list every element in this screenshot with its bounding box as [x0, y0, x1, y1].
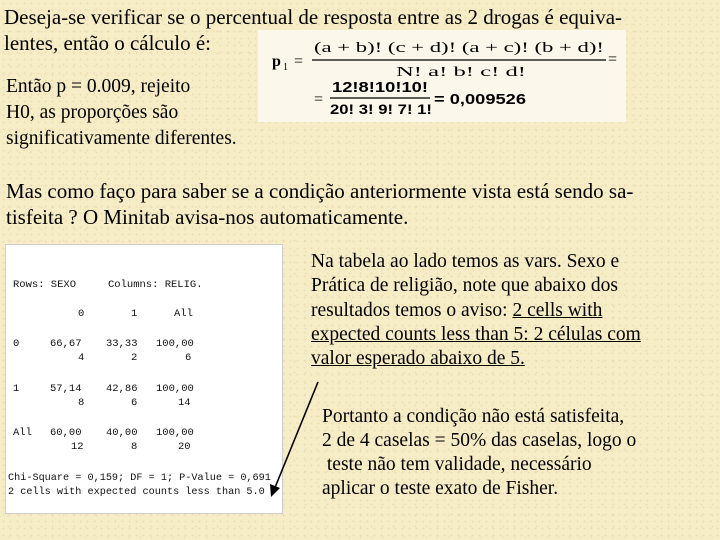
minitab-cell-count: 20 [178, 441, 191, 453]
intro-line-1: Deseja-se verificar se o percentual de resposta entre as 2 drogas é equiva- [4, 5, 623, 29]
conclude-line-4: aplicar o teste exato de Fisher. [322, 478, 559, 499]
minitab-header-1: 1 [131, 308, 138, 320]
explain-warning-quote: 2 cells with [512, 299, 603, 321]
minitab-cell-pct: 100,00 [156, 383, 194, 395]
formula-numerator: (a + b)! (c + d)! (a + c)! (b + d)! [314, 40, 604, 56]
explain-line-3-plain: resultados temos o aviso: [311, 299, 513, 321]
minitab-rows-label: Rows: SEXO [13, 279, 77, 291]
minitab-header-all: All [174, 308, 193, 320]
explanation-text [311, 250, 641, 371]
minitab-cell-pct: 33,33 [106, 338, 138, 350]
minitab-cell-count: 8 [78, 397, 85, 409]
minitab-warning-line: 2 cells with expected counts less than 5.0 [8, 487, 265, 498]
explain-line-5: valor esperado abaixo de 5. [311, 348, 525, 370]
conclusion-line-1: Então p = 0.009, rejeito [6, 76, 191, 97]
conclude-line-2: 2 de 4 caselas = 50% das caselas, logo o [322, 430, 637, 451]
minitab-cell-pct: 42,86 [106, 383, 138, 395]
formula-den2: 20! 3! 9! 7! 1! [330, 101, 432, 117]
minitab-row-label: All [13, 427, 32, 439]
formula-trailing-eq: = [608, 51, 618, 68]
minitab-cell-pct: 40,00 [106, 427, 138, 439]
formula-svg [258, 30, 626, 122]
formula-eq-2: = [314, 91, 324, 108]
minitab-columns-label: Columns: RELIG. [108, 279, 203, 291]
conclusion-line-2: H0, as proporções são [6, 102, 179, 123]
minitab-cell-count: 6 [131, 397, 138, 409]
minitab-cell-pct: 100,00 [156, 338, 194, 350]
question-text [6, 178, 633, 230]
question-line-2: tisfeita ? O Minitab avisa-nos automaticamente. [6, 205, 409, 229]
minitab-output [5, 244, 283, 514]
intro-line-2: lentes, então o cálculo é: [4, 31, 211, 55]
minitab-cell-pct: 66,67 [50, 338, 82, 350]
formula-eq: = [294, 53, 304, 70]
minitab-cell-count: 12 [71, 441, 84, 453]
formula-denominator: N! a! b! c! d! [396, 65, 526, 80]
explain-line-1: Na tabela ao lado temos as vars. Sexo e [311, 251, 620, 272]
minitab-chi-square-line: Chi-Square = 0,159; DF = 1; P-Value = 0,691 [8, 473, 271, 484]
formula-image [258, 30, 626, 122]
minitab-cell-count: 4 [78, 352, 85, 364]
conclude-line-1: Portanto a condição não está satisfeita, [322, 406, 625, 427]
minitab-cell-count: 2 [131, 352, 138, 364]
minitab-header-0: 0 [78, 308, 85, 320]
final-conclusion-text [322, 405, 636, 501]
question-line-1: Mas como faço para saber se a condição anteriormente vista está sendo sa- [6, 179, 634, 203]
formula-p-sub: 1 [283, 62, 288, 73]
formula-num2: 12!8!10!10! [332, 80, 428, 96]
minitab-row-label: 1 [13, 383, 20, 395]
explain-line-4: expected counts less than 5: 2 células com [311, 323, 641, 345]
minitab-cell-pct: 57,14 [50, 383, 82, 395]
explain-line-2: Prática de religião, note que abaixo dos [311, 275, 619, 297]
minitab-cell-count: 6 [185, 352, 192, 364]
minitab-cell-pct: 100,00 [156, 427, 194, 439]
conclude-line-3: teste não tem validade, necessário [322, 454, 592, 475]
minitab-row-label: 0 [13, 338, 20, 350]
minitab-cell-count: 14 [178, 397, 191, 409]
minitab-cell-pct: 60,00 [50, 427, 82, 439]
conclusion-text [6, 74, 237, 152]
formula-p-label: p [272, 53, 281, 70]
conclusion-line-3: significativamente diferentes. [6, 128, 237, 149]
explain-line-3 [311, 299, 641, 323]
minitab-cell-count: 8 [131, 441, 138, 453]
formula-result: = 0,009526 [434, 92, 526, 108]
